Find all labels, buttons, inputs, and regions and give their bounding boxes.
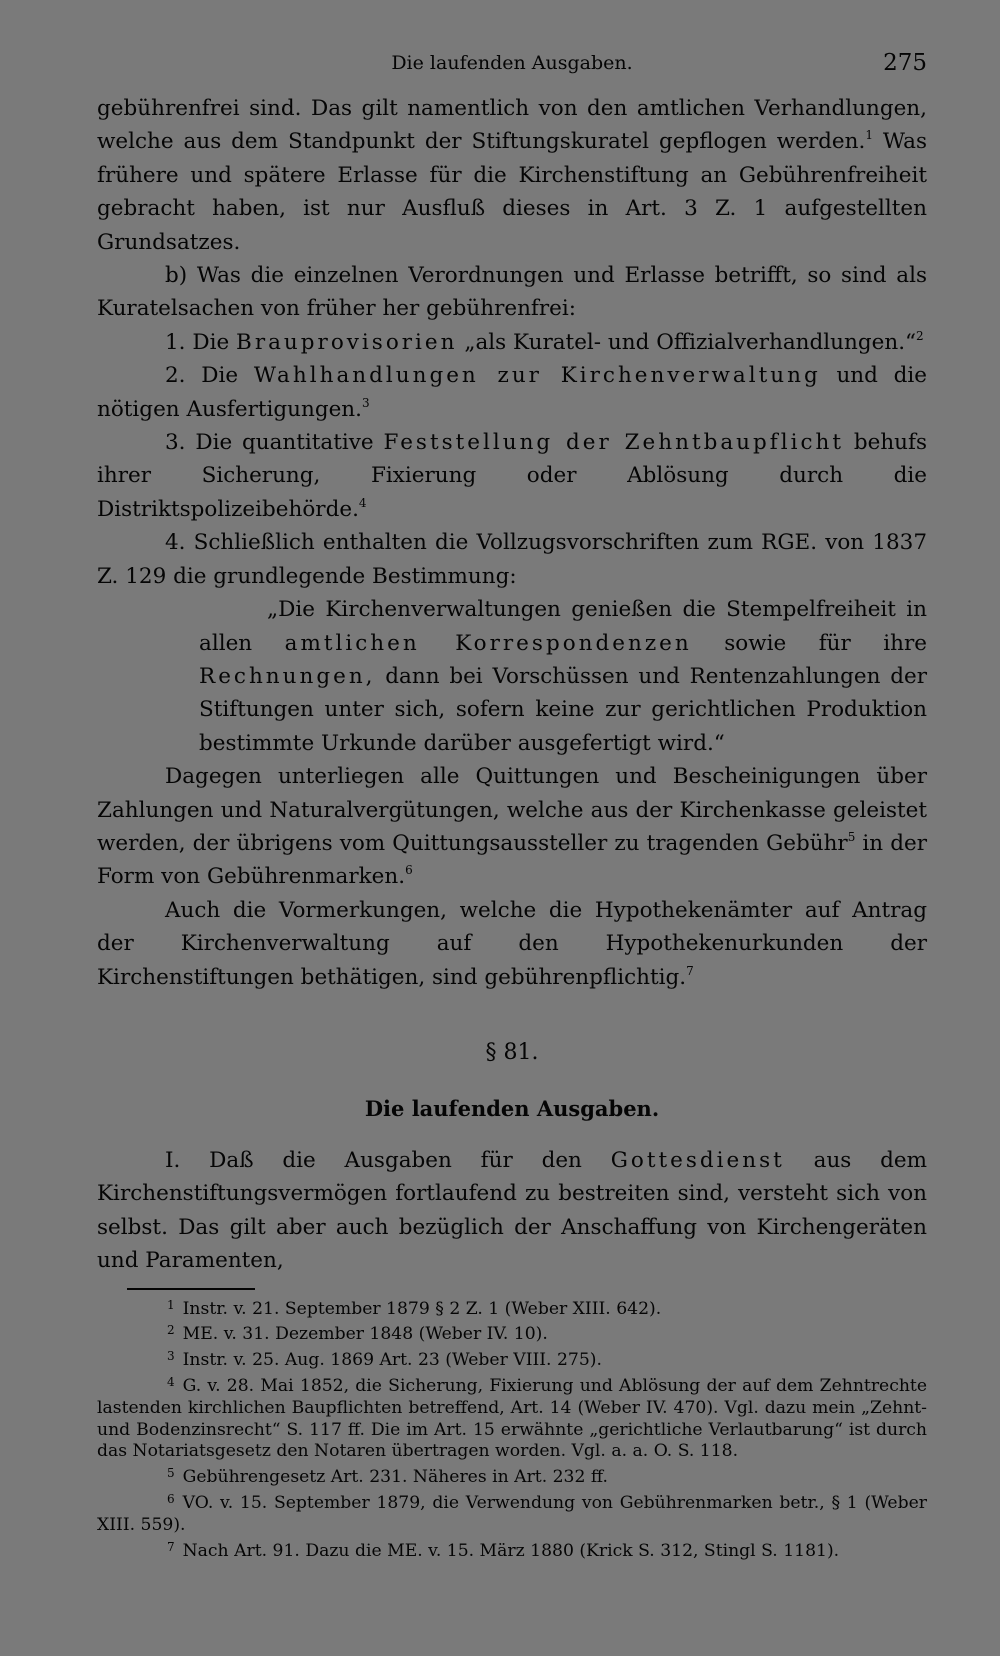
footnote: $^6$ VO. v. 15. September 1879, die Verwendung von Gebührenmarken betr., § 1 (Weber XIII. 559). <box>97 1491 927 1535</box>
footnote-ref: 1 <box>865 128 873 143</box>
paragraph-b-intro: b) Was die einzelnen Verordnungen und Erlasse betrifft, so sind als Kuratelsachen von früher her gebührenfrei: <box>97 263 927 322</box>
footnote-ref: 4 <box>358 495 367 510</box>
body-text <box>97 92 927 1278</box>
footnote: $^2$ ME. v. 31. Dezember 1848 (Weber IV. 10). <box>167 1323 548 1345</box>
block-quote: „Die Kirchenverwaltungen genießen die Stempelfreiheit in allen amtlichen Korrespondenzen sowie für ihre Rechnungen, dann bei Vorschüssen und Rentenzahlungen der Stiftungen unter sich, sofern keine zur gerichtlichen Produktion bestimmte Urkunde darüber ausgefertigt wird.“ <box>199 597 927 756</box>
list-item-4: 4. Schließlich enthalten die Vollzugsvorschriften zum RGE. von 1837 Z. 129 die grundlegende Bestimmung: <box>97 530 927 589</box>
footnote: $^4$ G. v. 28. Mai 1852, die Sicherung, Fixierung und Ablösung der auf dem Zehntrechte lastenden kirchlichen Baupflichten betreffend, Art. 14 (Weber IV. 470). Vgl. dazu mein „Zehnt- und Bodenzinsrecht“ S. 117 ff. Die im Art. 15 erwähnte „gerichtliche Verlautbarung“ ist durch das Notariatsgesetz den Notaren übertragen worden. Vgl. a. a. O. S. 118. <box>97 1374 927 1462</box>
running-title: Die laufenden Ausgaben. <box>391 52 633 74</box>
footnote-ref: 6 <box>405 863 413 878</box>
section-heading: Die laufenden Ausgaben. <box>364 1095 660 1121</box>
paragraph-section-intro: I. Daß die Ausgaben für den Gottesdienst aus dem Kirchenstiftungsvermögen fortlaufend zu bestreiten sind, versteht sich von selbst. Das gilt aber auch bezüglich der Anschaffung von Kirchengeräten und Paramenten, <box>97 1147 928 1274</box>
footnote: $^3$ Instr. v. 25. Aug. 1869 Art. 23 (Weber VIII. 275). <box>167 1349 602 1371</box>
list-item-3: 3. Die quantitative Feststellung der Zehntbaupflicht behufs ihrer Sicherung, Fixierung oder Ablösung durch die Distriktspolizeibehörde.$^4$ <box>97 430 928 522</box>
paragraph-gebuehrenfrei: gebührenfrei sind. Das gilt namentlich von den amtlichen Verhandlungen, welche aus dem Standpunkt der Stiftungskuratel gepflogen werden.$^1$ Was frühere und spätere Erlasse für die Kirchenstiftung an Gebührenfreiheit gebracht haben, ist nur Ausfluß dieses in Art. 3 Z. 1 aufgestellten Grundsatzes. <box>97 96 927 255</box>
footnote: $^5$ Gebührengesetz Art. 231. Näheres in Art. 232 ff. <box>167 1466 608 1488</box>
page-header <box>97 48 927 92</box>
section-number: § 81. <box>485 1039 539 1065</box>
footnote-divider <box>127 1288 255 1290</box>
footnote-ref: 3 <box>361 395 370 410</box>
footnote: $^1$ Instr. v. 21. September 1879 § 2 Z. 1 (Weber XIII. 642). <box>167 1297 662 1319</box>
footnote-ref: 7 <box>686 963 694 978</box>
paragraph-dagegen: Dagegen unterliegen alle Quittungen und Bescheinigungen über Zahlungen und Naturalvergütungen, welche aus der Kirchenkasse geleistet werden, der übrigens vom Quittungsaussteller zu tragenden Gebühr$^5$ in der Form von Gebührenmarken.$^6$ <box>97 764 927 890</box>
list-item-1: 1. Die Brauprovisorien „als Kuratel- und Offizialverhandlungen.“$^2$ <box>165 328 924 355</box>
footnote-ref: 2 <box>916 328 924 343</box>
footnote-ref: 5 <box>847 829 856 844</box>
list-item-2: 2. Die Wahlhandlungen zur Kirchenverwaltung und die nötigen Ausfertigungen.$^3$ <box>97 363 928 422</box>
footnote: $^7$ Nach Art. 91. Dazu die ME. v. 15. März 1880 (Krick S. 312, Stingl S. 1181). <box>167 1539 840 1561</box>
footnotes <box>97 1295 927 1563</box>
page-number: 275 <box>883 50 927 76</box>
paragraph-auch: Auch die Vormerkungen, welche die Hypothekenämter auf Antrag der Kirchenverwaltung auf den Hypothekenurkunden der Kirchenstiftungen bethätigen, sind gebührenpflichtig.$^7$ <box>97 897 927 990</box>
